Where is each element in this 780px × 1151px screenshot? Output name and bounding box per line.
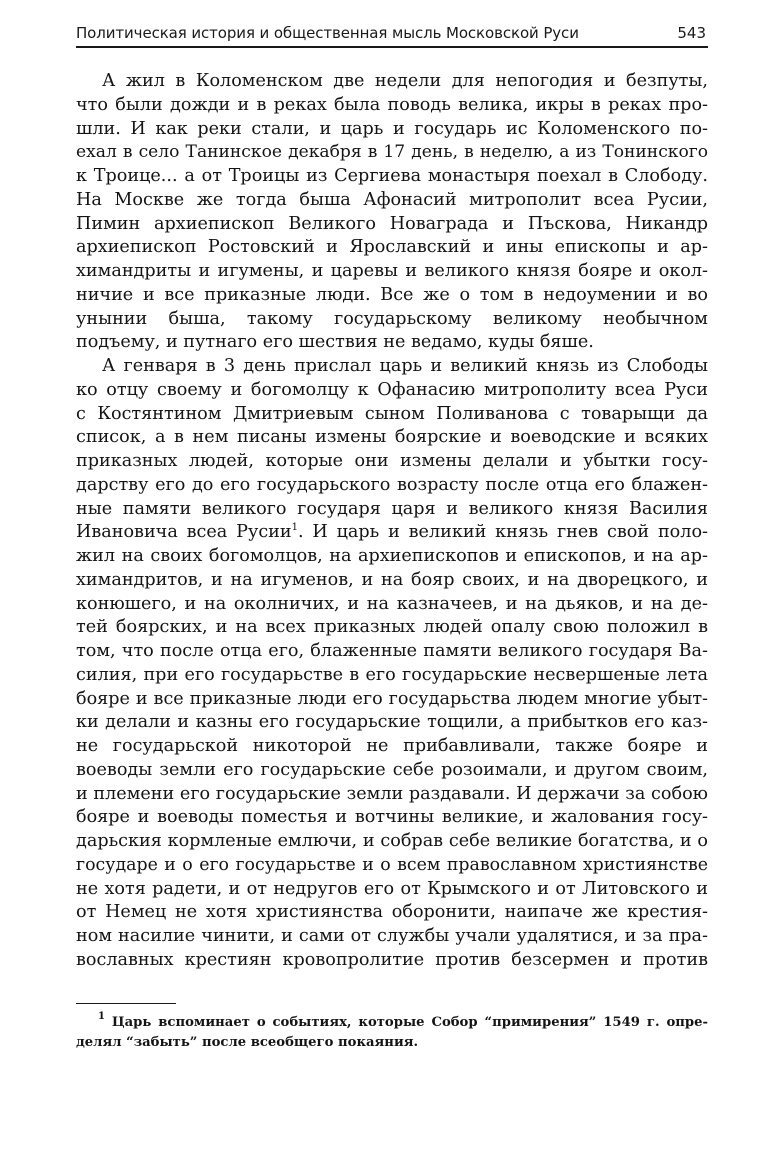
footnote-line xyxy=(76,1013,708,1033)
text-line: унынии быша, такому государьскому великому необычном xyxy=(76,308,708,329)
text-line: Пимин архиепископ Великого Новаграда и Пъскова, Никандр xyxy=(76,213,708,234)
text-line: На Москве же тогда быша Афонасий митрополит всеа Русии, xyxy=(76,189,708,210)
text-line: список, а в нем писаны измены боярские и воеводские и всяких xyxy=(76,427,708,448)
text-line: дарству его до его государьского возрасту после отца его блажен- xyxy=(76,474,708,495)
text-line: ные памяти великого государя царя и великого князя Василия xyxy=(76,498,708,519)
body-text xyxy=(76,70,708,973)
text-line: конюшего, и на околничих, и на казначеев, и на дьяков, и на де- xyxy=(76,593,708,614)
text-line: ехал в село Танинское декабря в 17 день, в неделю, а из Тонинского xyxy=(76,142,708,163)
text-line: архиепископ Ростовский и Ярославский и ины епископы и ар- xyxy=(76,237,708,258)
page-number: 543 xyxy=(677,24,706,42)
footnote-number: 1 xyxy=(98,1011,105,1022)
text-line: жил на своих богомолцов, на архиепископов и епископов, и на ар- xyxy=(76,546,708,566)
text-line: с Костянтином Дмитриевым сыном Поливанова с товарыщи да xyxy=(76,403,708,424)
text-line: химандритов, и на игуменов, и на бояр своих, и на дворецкого, и xyxy=(76,569,708,590)
text-line: том, что после отца его, блаженные памяти великого государя Ва- xyxy=(76,641,708,661)
text-line: не государьской никоторой не прибавливали, также бояре и xyxy=(76,736,708,756)
footnote-separator xyxy=(76,1003,176,1004)
text-line: химандриты и игумены, и царевы и великого князя бояре и окол- xyxy=(76,261,708,281)
text-line: государе и о его государьстве и о всем православном християнстве xyxy=(76,854,708,875)
running-header xyxy=(76,20,708,48)
text-line: тей боярских, и на всех приказных людей опалу свою положил в xyxy=(76,617,708,638)
text-line: ки делали и казны его государьские тощили, а прибытков его каз- xyxy=(76,712,708,733)
footnote-text: Царь вспоминает о событиях, которые Собор “примирения” 1549 г. опре- xyxy=(111,1015,708,1030)
text-line: бояре и воеводы поместья и вотчины великие, и жалования госу- xyxy=(76,807,708,828)
text-line: от Немец не хотя християнства оборонити, наипаче же крестия- xyxy=(76,902,708,923)
text-line: ко отцу своему и богомолцу к Офанасию митрополиту всеа Руси xyxy=(76,379,708,400)
text-line: бояре и все приказные люди его государьства людем многие убыт- xyxy=(76,688,708,709)
text-line: вославных крестиян кровопролитие против безсермен и против xyxy=(76,949,708,970)
text-segment: Ивановича всеа Русии xyxy=(76,522,292,543)
text-line: воеводы земли его государьские себе розоимали, и другом своим, xyxy=(76,759,708,780)
text-line: приказных людей, которые они измены делали и убытки госу- xyxy=(76,451,708,471)
text-line: ничие и все приказные люди. Все же о том в недоумении и во xyxy=(76,284,708,305)
text-line: шли. И как реки стали, и царь и государь ис Коломенского по- xyxy=(76,118,708,139)
footnote xyxy=(76,1013,708,1053)
text-line: и племени его государьские земли раздавали. И держачи за собою xyxy=(76,783,708,804)
running-title: Политическая история и общественная мысль Московской Руси xyxy=(76,24,579,42)
text-segment: . И царь и великий князь гнев свой поло- xyxy=(298,522,708,543)
text-line: дарьския кормленые емлючи, и собрав себе великие богатства, и о xyxy=(76,831,708,851)
text-line: к Троице... а от Троицы из Сергиева монастыря поехал в Слободу. xyxy=(76,166,708,186)
text-line: не хотя радети, и от недругов его от Крымского и от Литовского и xyxy=(76,878,708,899)
text-line: ном насилие чинити, и сами от службы учали удалятися, и за пра- xyxy=(76,926,708,946)
text-line-with-footnote xyxy=(76,521,708,545)
footnote-marker[interactable]: 1 xyxy=(291,522,298,534)
text-line: подъему, и путнаго его шествия не ведамо, куды бяше. xyxy=(76,332,594,353)
text-line: А жил в Коломенском две недели для непогодия и безпуты, xyxy=(102,71,708,91)
footnote-line: делял “забыть” после всеобщего покаяния. xyxy=(76,1035,419,1050)
text-line: А генваря в 3 день прислал царь и великий князь из Слободы xyxy=(102,356,708,376)
text-line: что были дожди и в реках была поводь велика, икры в реках про- xyxy=(76,94,708,115)
text-line: силия, при его государьстве в его государьские несвершеные лета xyxy=(76,664,708,685)
